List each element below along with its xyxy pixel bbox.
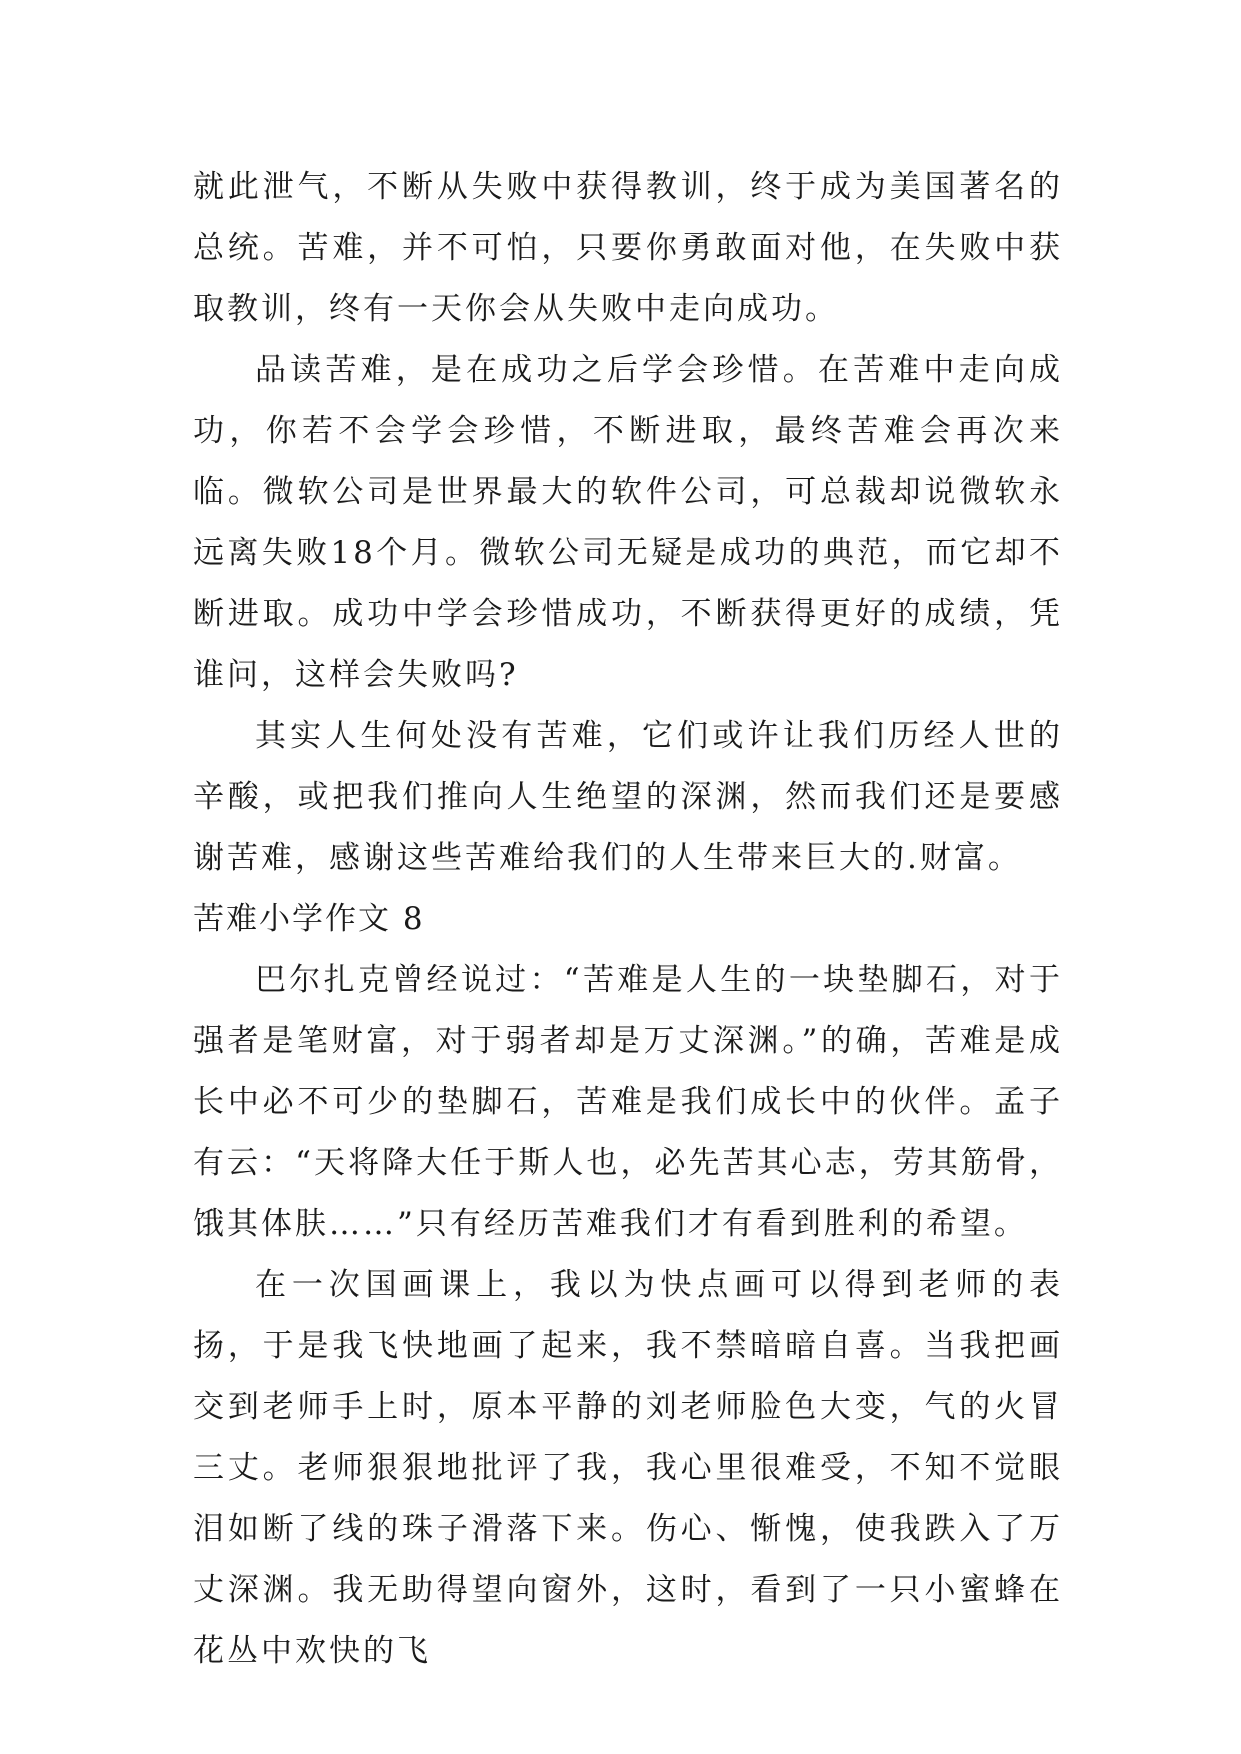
paragraph-painting-class: 在一次国画课上，我以为快点画可以得到老师的表扬，于是我飞快地画了起来，我不禁暗暗自喜。当我把画交到老师手上时，原本平静的刘老师脸色大变，气的火冒三丈。老师狠狠地批评了我，我心里很难受，不知不觉眼泪如断了线的珠子滑落下来。伤心、惭愧，使我跌入了万丈深渊。我无助得望向窗外，这时，看到了一只小蜜蜂在花丛中欢快的飞 xyxy=(193,1267,1063,1669)
essay-heading: 苦难小学作文 8 xyxy=(193,901,425,937)
paragraph-microsoft: 品读苦难，是在成功之后学会珍惜。在苦难中走向成功，你若不会学会珍惜，不断进取，最终苦难会再次来临。微软公司是世界最大的软件公司，可总裁却说微软永远离失败18个月。微软公司无疑是成功的典范，而它却不断进取。成功中学会珍惜成功，不断获得更好的成绩，凭谁问，这样会失败吗? xyxy=(193,352,1063,693)
document-body xyxy=(193,157,1063,1682)
paragraph-balzac-quote: 巴尔扎克曾经说过：“苦难是人生的一块垫脚石，对于强者是笔财富，对于弱者却是万丈深渊。”的确，苦难是成长中必不可少的垫脚石，苦难是我们成长中的伙伴。孟子有云：“天将降大任于斯人也，必先苦其心志，劳其筋骨，饿其体肤……”只有经历苦难我们才有看到胜利的希望。 xyxy=(193,962,1063,1242)
paragraph-lincoln-conclusion: 就此泄气，不断从失败中获得教训，终于成为美国著名的总统。苦难，并不可怕，只要你勇敢面对他，在失败中获取教训，终有一天你会从失败中走向成功。 xyxy=(193,169,1063,327)
paragraph-thank-hardship: 其实人生何处没有苦难，它们或许让我们历经人世的辛酸，或把我们推向人生绝望的深渊，然而我们还是要感谢苦难，感谢这些苦难给我们的人生带来巨大的.财富。 xyxy=(193,718,1063,876)
